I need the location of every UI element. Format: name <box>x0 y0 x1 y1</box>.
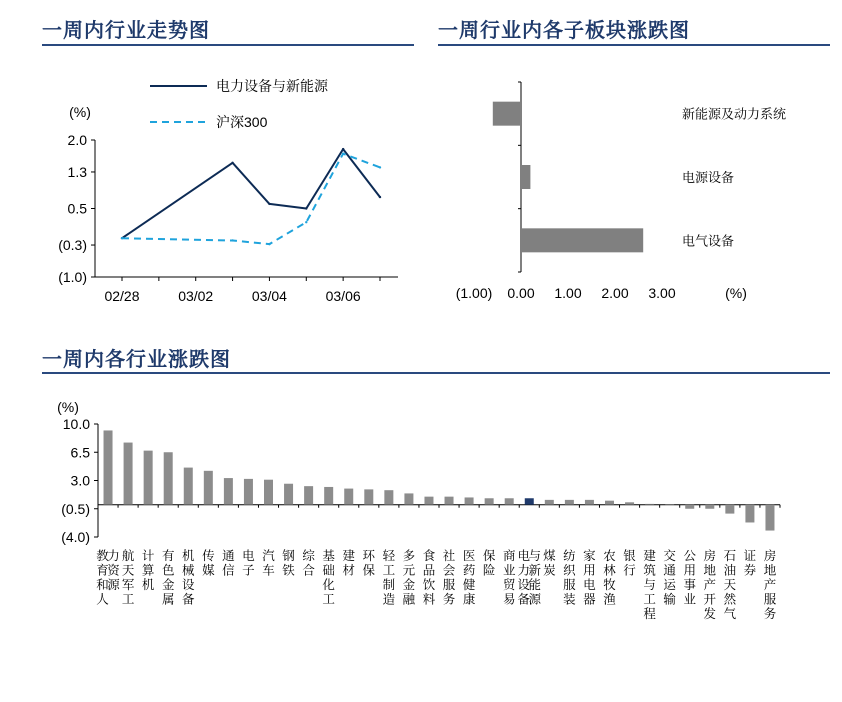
category-label-钢铁: 钢 <box>282 549 295 563</box>
category-label-综合: 综 <box>302 549 315 563</box>
weekly-trend-title: 一周内行业走势图 <box>42 18 210 42</box>
category-label-医药健康: 医 <box>462 549 476 563</box>
category-label-教育和人力资源: 源 <box>107 578 120 592</box>
category-label-航天军工: 军 <box>121 578 135 592</box>
category-label-轻工制造: 造 <box>382 592 396 607</box>
series-1-point <box>231 162 233 164</box>
series-2-point <box>379 166 381 168</box>
category-label-社会服务: 务 <box>442 592 456 607</box>
category-label-多元金融: 多 <box>402 549 416 563</box>
bar-传媒 <box>204 471 213 505</box>
bar-汽车 <box>264 480 273 505</box>
category-label-基础化工: 工 <box>322 592 335 607</box>
category-label-医药健康: 康 <box>462 592 476 607</box>
category-label-房地产开发: 开 <box>703 592 717 607</box>
y-tick-label: 0.5 <box>67 200 87 217</box>
category-label-石油天然气: 气 <box>723 607 737 621</box>
category-label-汽车: 汽 <box>262 549 275 563</box>
category-label-建筑与工程: 工 <box>643 592 656 607</box>
category-label-环保: 环 <box>362 549 376 563</box>
bar-电子 <box>244 479 253 505</box>
category-label-石油天然气: 天 <box>723 578 737 592</box>
category-label-计算机: 计 <box>141 549 155 563</box>
series-line-2 <box>122 154 380 244</box>
category-label-基础化工: 基 <box>322 549 335 563</box>
industry-title: 一周内各行业涨跌图 <box>42 347 231 371</box>
category-label-有色金属: 属 <box>161 592 175 607</box>
category-label-教育和人力资源: 力 <box>107 549 120 563</box>
category-label-建筑与工程: 筑 <box>643 563 656 578</box>
x-unit-label: (%) <box>725 285 747 301</box>
category-label-银行: 银 <box>623 549 636 563</box>
y-tick-label: 2.0 <box>67 132 87 148</box>
series-1-point <box>342 148 344 150</box>
category-label-公用事业: 事 <box>683 578 696 592</box>
category-label-建筑与工程: 与 <box>643 578 656 592</box>
category-label-食品饮料: 品 <box>422 563 436 578</box>
bar-煤炭 <box>545 500 554 505</box>
category-label-房地产服务: 产 <box>763 578 777 592</box>
bar-医药健康 <box>465 497 474 504</box>
category-label-食品饮料: 饮 <box>422 578 436 592</box>
category-label-建筑与工程: 建 <box>643 549 656 563</box>
category-label-纺织服装: 纺 <box>563 549 576 563</box>
category-label-社会服务: 社 <box>442 549 456 563</box>
category-label-教育和人力资源: 育 <box>96 563 109 578</box>
category-label-纺织服装: 织 <box>563 563 576 578</box>
category-label-电力设备与新能源: 设 <box>517 578 531 592</box>
y-tick-label: 10.0 <box>62 416 90 432</box>
category-label-环保: 保 <box>362 563 376 578</box>
bar-综合 <box>304 486 313 505</box>
category-label-商业贸易: 易 <box>502 592 516 607</box>
category-label-房地产服务: 地 <box>763 563 777 578</box>
series-1-point <box>305 207 307 209</box>
legend-label-2: 沪深300 <box>216 114 268 130</box>
bar-建筑与工程 <box>645 504 654 505</box>
category-label-房地产服务: 务 <box>763 607 777 621</box>
legend-label-1: 电力设备与新能源 <box>216 78 328 94</box>
category-label-房地产服务: 房 <box>763 549 777 563</box>
series-2-point <box>121 237 123 239</box>
bar-电气设备 <box>521 228 643 252</box>
bar-石油天然气 <box>725 505 734 514</box>
category-label-基础化工: 化 <box>322 578 335 592</box>
category-label-社会服务: 会 <box>442 563 456 578</box>
category-label-煤炭: 煤 <box>543 549 556 563</box>
category-label-家用电器: 家 <box>583 549 596 563</box>
y-unit-label: (%) <box>57 399 79 415</box>
series-2-point <box>268 243 270 245</box>
category-label-房地产开发: 房 <box>703 549 717 563</box>
category-label-电力设备与新能源: 新 <box>528 563 542 578</box>
category-label-轻工制造: 轻 <box>382 549 396 563</box>
category-label-航天军工: 航 <box>121 549 135 563</box>
bar-环保 <box>364 489 373 504</box>
category-label-计算机: 算 <box>141 563 155 578</box>
category-label-医药健康: 健 <box>462 578 476 592</box>
category-label-公用事业: 业 <box>683 592 696 607</box>
x-tick-label: 1.00 <box>554 285 582 301</box>
category-label-电力设备与新能源: 备 <box>517 592 531 607</box>
x-tick-label: 03/04 <box>251 288 287 304</box>
bar-有色金属 <box>164 452 173 504</box>
category-label-综合: 合 <box>302 563 315 578</box>
bar-农林牧渔 <box>605 501 614 505</box>
category-label-农林牧渔: 牧 <box>603 578 616 592</box>
bar-纺织服装 <box>565 500 574 505</box>
bar-保险 <box>485 498 494 504</box>
category-label-交通运输: 运 <box>663 578 676 592</box>
bar-钢铁 <box>284 484 293 505</box>
x-tick-label: 02/28 <box>104 288 140 304</box>
bar-公用事业 <box>685 505 694 509</box>
category-label-传媒: 传 <box>202 549 215 563</box>
category-label-电力设备与新能源: 力 <box>517 563 531 578</box>
category-label-轻工制造: 制 <box>382 578 396 592</box>
category-label-航天军工: 天 <box>121 563 135 578</box>
category-label-多元金融: 融 <box>402 592 416 607</box>
category-label-公用事业: 用 <box>683 563 696 578</box>
category-label-教育和人力资源: 人 <box>96 592 109 607</box>
category-label-汽车: 车 <box>262 563 275 578</box>
category-label-教育和人力资源: 资 <box>107 563 120 578</box>
category-label: 电源设备 <box>682 170 735 185</box>
category-label-医药健康: 药 <box>462 563 476 578</box>
category-label-交通运输: 输 <box>663 592 676 607</box>
category-label-电力设备与新能源: 能 <box>528 578 542 592</box>
bar-多元金融 <box>404 493 413 504</box>
bar-航天军工 <box>124 443 133 505</box>
bar-食品饮料 <box>424 497 433 505</box>
category-label-钢铁: 铁 <box>282 563 295 578</box>
category-label-有色金属: 有 <box>161 549 175 563</box>
bar-新能源及动力系统 <box>493 102 521 126</box>
category-label-银行: 行 <box>623 563 636 578</box>
category-label-交通运输: 交 <box>663 549 676 563</box>
x-tick-label: 3.00 <box>648 285 676 301</box>
y-tick-label: (4.0) <box>61 529 90 545</box>
category-label-多元金融: 元 <box>402 563 416 578</box>
category-label-商业贸易: 业 <box>502 563 516 578</box>
bar-电力设备与新能源 <box>525 498 534 504</box>
category-label-基础化工: 础 <box>322 563 335 578</box>
category-label-家用电器: 器 <box>583 592 596 607</box>
bar-证券 <box>745 505 754 523</box>
series-1-point <box>268 203 270 205</box>
category-label: 新能源及动力系统 <box>682 106 787 122</box>
category-label-公用事业: 公 <box>683 549 696 563</box>
category-label-多元金融: 金 <box>402 578 416 592</box>
bar-基础化工 <box>324 487 333 505</box>
series-2-point <box>305 221 307 223</box>
category-label-传媒: 媒 <box>202 563 215 578</box>
bar-轻工制造 <box>384 490 393 505</box>
category-label-计算机: 机 <box>141 578 155 592</box>
category-label-纺织服装: 装 <box>563 592 576 607</box>
category-label-教育和人力资源: 教 <box>96 549 109 563</box>
category-label-电力设备与新能源: 源 <box>528 592 542 607</box>
y-tick-label: (1.0) <box>58 269 87 285</box>
category-label-农林牧渔: 农 <box>603 549 616 563</box>
x-tick-label: 0.00 <box>507 285 535 301</box>
category-label-交通运输: 通 <box>663 563 676 578</box>
category-label-电力设备与新能源: 电 <box>517 549 531 563</box>
series-1-point <box>379 196 381 198</box>
category-label-通信: 信 <box>222 563 235 578</box>
category-label-机械设备: 械 <box>182 563 195 578</box>
bar-机械设备 <box>184 468 193 505</box>
y-tick-label: (0.3) <box>58 237 87 254</box>
y-tick-label: 6.5 <box>70 444 90 461</box>
category-label-农林牧渔: 渔 <box>603 592 616 607</box>
y-unit-label: (%) <box>69 104 91 120</box>
category-label-有色金属: 色 <box>161 563 175 578</box>
category-label-房地产开发: 地 <box>703 563 717 578</box>
category-label-商业贸易: 贸 <box>502 578 516 592</box>
y-tick-label: 1.3 <box>67 163 87 180</box>
category-label-证券: 券 <box>743 563 757 578</box>
category-label-机械设备: 设 <box>182 578 195 592</box>
category-label-保险: 险 <box>482 563 496 578</box>
category-label-石油天然气: 然 <box>723 592 737 607</box>
category-label-商业贸易: 商 <box>502 549 516 563</box>
bar-商业贸易 <box>505 498 514 504</box>
bar-教育和人力资源 <box>104 430 113 504</box>
category-label-有色金属: 金 <box>161 578 175 592</box>
category-label-石油天然气: 石 <box>723 549 737 563</box>
series-line-1 <box>122 149 380 238</box>
bar-银行 <box>625 502 634 504</box>
bar-建材 <box>344 489 353 505</box>
series-2-point <box>342 153 344 155</box>
category-label-机械设备: 备 <box>182 592 195 607</box>
category-label-轻工制造: 工 <box>382 563 396 578</box>
category-label-家用电器: 电 <box>583 578 596 592</box>
category-label: 电气设备 <box>682 233 735 249</box>
category-label-房地产服务: 服 <box>763 592 777 607</box>
category-label-房地产开发: 发 <box>703 607 717 621</box>
y-tick-label: (0.5) <box>61 500 90 517</box>
category-label-石油天然气: 油 <box>723 563 737 578</box>
bar-交通运输 <box>665 505 674 506</box>
category-label-社会服务: 服 <box>442 578 456 592</box>
category-label-证券: 证 <box>743 549 757 563</box>
bar-社会服务 <box>445 497 454 505</box>
bar-通信 <box>224 478 233 505</box>
category-label-电子: 子 <box>242 563 255 578</box>
category-label-家用电器: 用 <box>583 563 596 578</box>
series-2-point <box>231 239 233 241</box>
category-label-建筑与工程: 程 <box>643 607 656 621</box>
category-label-机械设备: 机 <box>182 549 195 563</box>
bar-家用电器 <box>585 500 594 505</box>
category-label-建材: 建 <box>342 549 355 563</box>
bar-房地产开发 <box>705 505 714 509</box>
category-label-建材: 材 <box>342 563 355 578</box>
category-label-通信: 通 <box>222 549 235 563</box>
x-tick-label: (1.00) <box>455 285 493 301</box>
y-tick-label: 3.0 <box>70 472 90 489</box>
category-label-教育和人力资源: 和 <box>96 578 109 592</box>
category-label-食品饮料: 食 <box>422 549 436 563</box>
category-label-航天军工: 工 <box>121 592 135 607</box>
x-tick-label: 03/02 <box>178 288 214 304</box>
category-label-食品饮料: 料 <box>422 592 436 607</box>
category-label-电子: 电 <box>242 549 255 563</box>
category-label-农林牧渔: 林 <box>603 563 616 578</box>
x-tick-label: 2.00 <box>601 285 629 301</box>
category-label-保险: 保 <box>482 549 496 563</box>
bar-电源设备 <box>521 165 530 189</box>
category-label-煤炭: 炭 <box>543 563 556 578</box>
bar-房地产服务 <box>765 505 774 531</box>
category-label-电力设备与新能源: 与 <box>528 549 542 563</box>
category-label-房地产开发: 产 <box>703 578 717 592</box>
sub-sector-title: 一周行业内各子板块涨跌图 <box>438 18 690 42</box>
x-tick-label: 03/06 <box>325 288 361 304</box>
category-label-纺织服装: 服 <box>563 578 576 592</box>
bar-计算机 <box>144 451 153 505</box>
